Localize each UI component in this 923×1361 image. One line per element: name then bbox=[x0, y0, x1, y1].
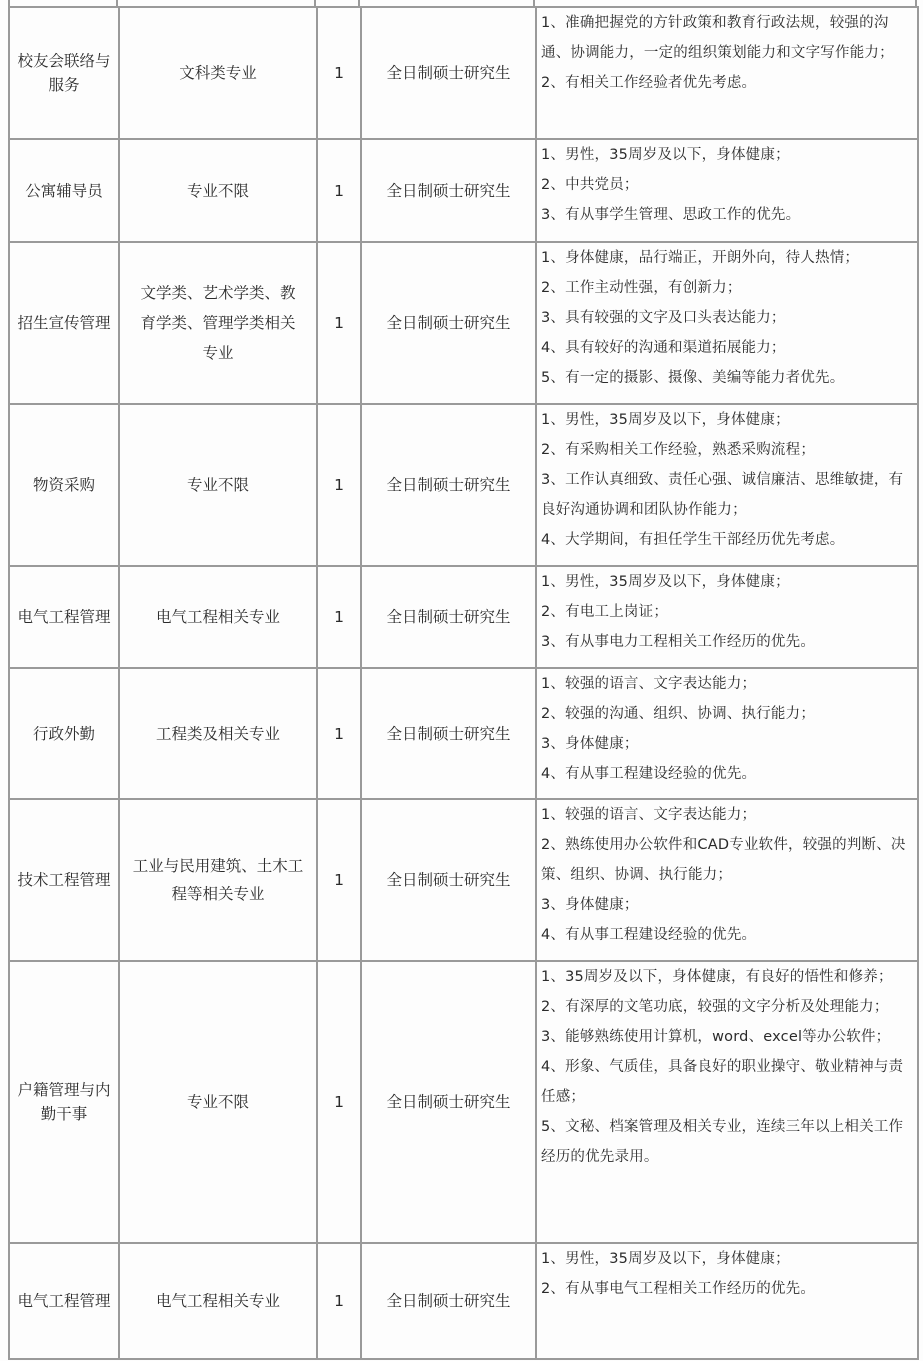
requirements-cell bbox=[536, 566, 918, 668]
major-cell: 专业不限 bbox=[119, 961, 317, 1243]
table-row bbox=[9, 566, 918, 668]
requirement-line: 1、男性，35周岁及以下，身体健康； bbox=[541, 147, 790, 163]
requirement-line: 4、大学期间，有担任学生干部经历优先考虑。 bbox=[541, 532, 845, 548]
requirement-line: 3、能够熟练使用计算机，word、excel等办公软件； bbox=[541, 1029, 891, 1045]
table-row bbox=[9, 7, 918, 139]
requirement-line: 3、有从事电力工程相关工作经历的优先。 bbox=[541, 634, 816, 650]
requirements-cell bbox=[536, 668, 918, 799]
education-cell: 全日制硕士研究生 bbox=[361, 566, 536, 668]
education-cell: 全日制硕士研究生 bbox=[361, 7, 536, 139]
position-cell: 行政外勤 bbox=[9, 668, 119, 799]
requirement-line: 1、较强的语言、文字表达能力； bbox=[541, 676, 757, 692]
count-cell: 1 bbox=[317, 1243, 361, 1359]
table-body bbox=[9, 7, 918, 1359]
major-cell: 工业与民用建筑、土木工程等相关专业 bbox=[119, 799, 317, 961]
requirement-line: 4、形象、气质佳，具备良好的职业操守、敬业精神与责任感； bbox=[541, 1059, 904, 1105]
requirements-cell bbox=[536, 7, 918, 139]
education-cell: 全日制硕士研究生 bbox=[361, 404, 536, 566]
requirements-cell bbox=[536, 961, 918, 1243]
requirement-line: 2、有采购相关工作经验，熟悉采购流程； bbox=[541, 442, 816, 458]
requirement-line: 1、较强的语言、文字表达能力； bbox=[541, 807, 757, 823]
major-cell: 电气工程相关专业 bbox=[119, 1243, 317, 1359]
requirement-line: 1、男性，35周岁及以下，身体健康； bbox=[541, 412, 790, 428]
job-requirements-table bbox=[8, 6, 919, 1360]
table-row bbox=[9, 668, 918, 799]
requirements-cell bbox=[536, 799, 918, 961]
count-cell: 1 bbox=[317, 7, 361, 139]
requirement-line: 3、身体健康； bbox=[541, 736, 639, 752]
position-cell: 物资采购 bbox=[9, 404, 119, 566]
requirement-line: 1、身体健康，品行端正，开朗外向，待人热情； bbox=[541, 250, 860, 266]
requirement-line: 2、中共党员； bbox=[541, 177, 639, 193]
requirement-line: 4、有从事工程建设经验的优先。 bbox=[541, 766, 757, 782]
education-cell: 全日制硕士研究生 bbox=[361, 139, 536, 242]
position-cell: 公寓辅导员 bbox=[9, 139, 119, 242]
requirement-line: 2、有相关工作经验者优先考虑。 bbox=[541, 75, 757, 91]
requirement-line: 4、有从事工程建设经验的优先。 bbox=[541, 927, 757, 943]
requirements-cell bbox=[536, 139, 918, 242]
requirement-line: 2、有电工上岗证； bbox=[541, 604, 669, 620]
requirement-line: 2、有从事电气工程相关工作经历的优先。 bbox=[541, 1281, 816, 1297]
requirement-line: 5、文秘、档案管理及相关专业，连续三年以上相关工作经历的优先录用。 bbox=[541, 1119, 904, 1165]
position-cell: 招生宣传管理 bbox=[9, 242, 119, 404]
position-cell: 户籍管理与内勤干事 bbox=[9, 961, 119, 1243]
position-cell: 电气工程管理 bbox=[9, 566, 119, 668]
count-cell: 1 bbox=[317, 668, 361, 799]
requirement-line: 3、有从事学生管理、思政工作的优先。 bbox=[541, 207, 801, 223]
count-cell: 1 bbox=[317, 799, 361, 961]
table-row bbox=[9, 404, 918, 566]
position-cell: 电气工程管理 bbox=[9, 1243, 119, 1359]
requirement-line: 3、工作认真细致、责任心强、诚信廉洁、思维敏捷，有良好沟通协调和团队协作能力； bbox=[541, 472, 904, 518]
requirement-line: 2、熟练使用办公软件和CAD专业软件，较强的判断、决策、组织、协调、执行能力； bbox=[541, 837, 906, 883]
table-row bbox=[9, 961, 918, 1243]
major-cell: 电气工程相关专业 bbox=[119, 566, 317, 668]
requirement-line: 4、具有较好的沟通和渠道拓展能力； bbox=[541, 340, 786, 356]
education-cell: 全日制硕士研究生 bbox=[361, 668, 536, 799]
requirement-line: 2、工作主动性强，有创新力； bbox=[541, 280, 742, 296]
education-cell: 全日制硕士研究生 bbox=[361, 242, 536, 404]
major-cell: 文学类、艺术学类、教育学类、管理学类相关专业 bbox=[119, 242, 317, 404]
requirement-line: 2、较强的沟通、组织、协调、执行能力； bbox=[541, 706, 816, 722]
major-cell: 工程类及相关专业 bbox=[119, 668, 317, 799]
table-row bbox=[9, 799, 918, 961]
requirement-line: 2、有深厚的文笔功底，较强的文字分析及处理能力； bbox=[541, 999, 889, 1015]
requirement-line: 3、身体健康； bbox=[541, 897, 639, 913]
requirements-cell bbox=[536, 404, 918, 566]
education-cell: 全日制硕士研究生 bbox=[361, 1243, 536, 1359]
position-cell: 技术工程管理 bbox=[9, 799, 119, 961]
requirement-line: 1、35周岁及以下，身体健康，有良好的悟性和修养； bbox=[541, 969, 893, 985]
education-cell: 全日制硕士研究生 bbox=[361, 961, 536, 1243]
table-row bbox=[9, 139, 918, 242]
table-row bbox=[9, 242, 918, 404]
requirement-line: 1、男性，35周岁及以下，身体健康； bbox=[541, 1251, 790, 1267]
count-cell: 1 bbox=[317, 566, 361, 668]
requirement-line: 3、具有较强的文字及口头表达能力； bbox=[541, 310, 786, 326]
position-cell: 校友会联络与服务 bbox=[9, 7, 119, 139]
major-cell: 专业不限 bbox=[119, 139, 317, 242]
requirement-line: 1、男性，35周岁及以下，身体健康； bbox=[541, 574, 790, 590]
count-cell: 1 bbox=[317, 961, 361, 1243]
count-cell: 1 bbox=[317, 404, 361, 566]
count-cell: 1 bbox=[317, 242, 361, 404]
requirement-line: 5、有一定的摄影、摄像、美编等能力者优先。 bbox=[541, 370, 845, 386]
major-cell: 文科类专业 bbox=[119, 7, 317, 139]
requirement-line: 1、准确把握党的方针政策和教育行政法规，较强的沟通、协调能力，一定的组织策划能力和文字写作能力； bbox=[541, 15, 894, 61]
table-row bbox=[9, 1243, 918, 1359]
requirements-cell bbox=[536, 1243, 918, 1359]
major-cell: 专业不限 bbox=[119, 404, 317, 566]
requirements-cell bbox=[536, 242, 918, 404]
count-cell: 1 bbox=[317, 139, 361, 242]
education-cell: 全日制硕士研究生 bbox=[361, 799, 536, 961]
